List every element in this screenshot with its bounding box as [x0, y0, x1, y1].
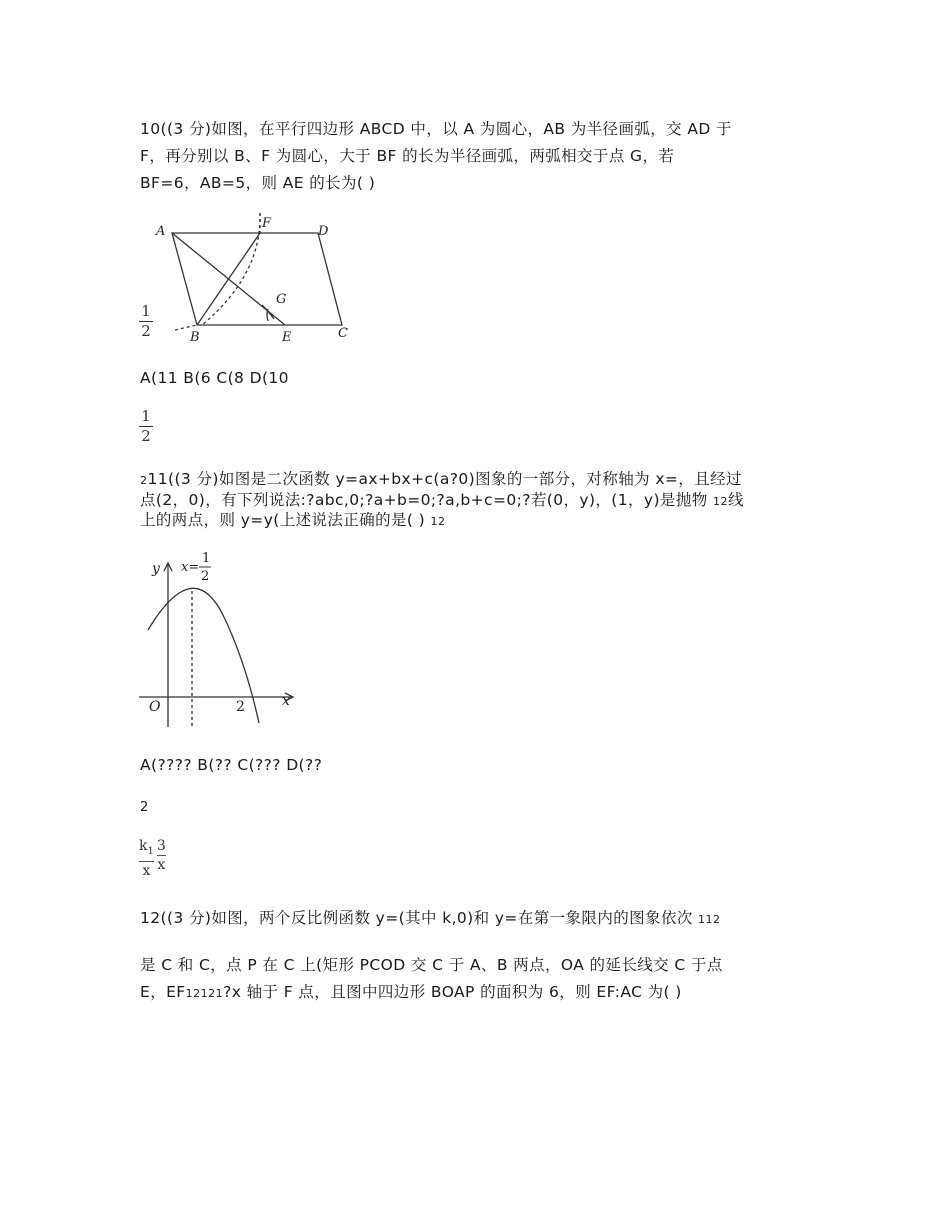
arc-from-a	[202, 213, 260, 325]
frac-k1-sub: 1	[147, 845, 154, 857]
q10-line-3: BF=6，AB=5，则 AE 的长为( )	[140, 174, 376, 192]
q11-line-2-text: 点(2，0)，有下列说法:?abc,0;?a+b=0;?a,b+c=0;?若(0，y)，(1，y)是抛物	[140, 491, 708, 509]
q12-line-3-start: E，EF	[140, 983, 186, 1001]
q12-line-1-text: 12((3 分)如图，两个反比例函数 y=(其中 k,0)和 y=在第一象限内的图象依次	[140, 909, 693, 927]
q11-line-3-sub: 12	[430, 515, 446, 528]
parabola-graph	[135, 545, 300, 730]
frac-3-den: x	[157, 857, 166, 873]
q10-options: A(11 B(6 C(8 D(10	[140, 369, 289, 387]
label-d: D	[318, 224, 329, 239]
graph-root-label: 2	[236, 699, 245, 715]
label-a: A	[156, 224, 166, 239]
q11-line-2	[140, 490, 744, 512]
q12-line-3-sub: 12121	[185, 987, 224, 1000]
label-b: B	[190, 330, 200, 345]
q12-line-2: 是 C 和 C，点 P 在 C 上(矩形 PCOD 交 C 于 A、B 两点，OA 的延长线交 C 于点	[140, 956, 723, 974]
stray-digit: 2	[140, 800, 149, 815]
q12-line-3	[140, 982, 682, 1004]
graph-axis-den: 2	[201, 569, 210, 584]
arc-g-1	[262, 305, 274, 319]
parallelogram-abcd	[172, 233, 342, 325]
q11-line-2-sub: 12	[712, 495, 728, 508]
half-fraction-1-den: 2	[141, 322, 151, 340]
q11-line-1-prefix: 2	[140, 474, 148, 487]
label-e: E	[282, 330, 292, 345]
half-fraction-1-num: 1	[141, 302, 151, 320]
half-fraction-2-den: 2	[141, 427, 151, 445]
frac-3-num: 3	[156, 838, 166, 854]
q12-line-1	[140, 908, 721, 930]
q12-line-1-sub: 112	[698, 913, 721, 926]
segment-bf	[197, 233, 260, 325]
q12-line-3-end: ?x 轴于 F 点，且图中四边形 BOAP 的面积为 6，则 EF:AC 为( )	[223, 983, 682, 1001]
frac-k1-den: x	[142, 862, 151, 879]
graph-axis-eq: x=	[181, 560, 200, 575]
half-fraction-2	[139, 408, 153, 445]
half-fraction-2-num: 1	[141, 407, 151, 425]
q12-fractions	[139, 838, 169, 879]
frac-3-over-x	[157, 838, 166, 879]
q11-line-2-end: 线	[727, 491, 744, 509]
frac-k1-over-x	[139, 838, 154, 879]
q10-line-2: F，再分别以 B、F 为圆心，大于 BF 的长为半径画弧，两弧相交于点 G，若	[140, 147, 675, 165]
q10-line-1: 10((3 分)如图，在平行四边形 ABCD 中，以 A 为圆心，AB 为半径画弧，交 AD 于	[140, 120, 732, 138]
parallelogram-figure	[150, 205, 360, 345]
q11-options: A(???? B(?? C(??? D(??	[140, 756, 323, 774]
label-f: F	[262, 216, 272, 231]
graph-origin-label: O	[149, 699, 161, 715]
q11-line-3-text: 上的两点，则 y=y(上述说法正确的是( )	[140, 511, 426, 529]
half-fraction-1	[139, 303, 153, 340]
graph-x-label: x	[282, 693, 290, 709]
label-c: C	[338, 326, 348, 341]
q11-line-1-text: 11((3 分)如图是二次函数 y=ax+bx+c(a?0)图象的一部分，对称轴为 x=，且经过	[147, 470, 742, 488]
q11-line-3	[140, 510, 445, 532]
label-g: G	[276, 292, 287, 307]
graph-axis-num: 1	[202, 551, 211, 566]
arc-g-2	[267, 309, 268, 321]
q11-line-1	[140, 469, 742, 491]
frac-k1-num: k	[139, 838, 148, 854]
graph-y-label: y	[152, 561, 160, 577]
